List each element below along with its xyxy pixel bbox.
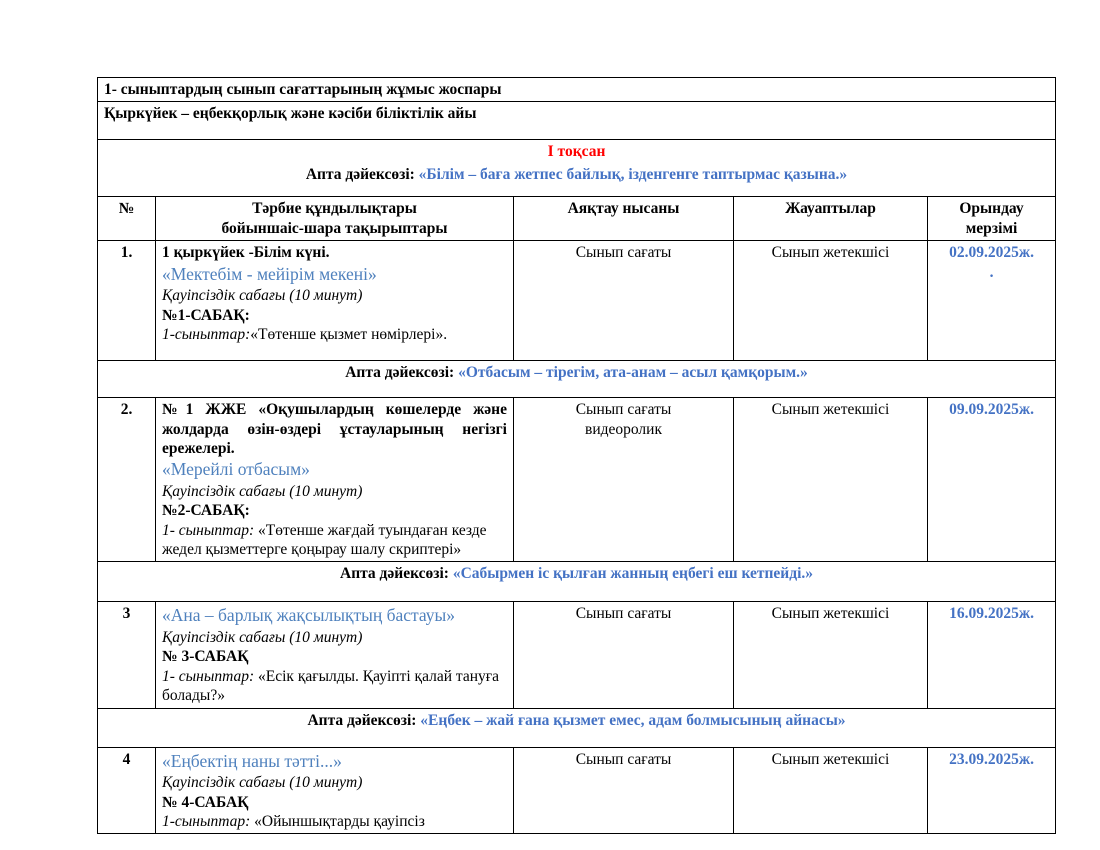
term-label: І тоқсан — [547, 143, 606, 161]
class-task: 1- сыныптар: «Төтенше жағдай туындаған кезде жедел қызметтерге қоңырау шалу скриптері» — [162, 521, 487, 558]
row-num-cell: 3 — [98, 602, 156, 708]
table-row — [98, 747, 1056, 834]
col-header-topic: Тәрбие құндылықтары бойыншаіс-шара тақырыптары — [156, 197, 514, 241]
quote-label: Апта дәйексөзі: — [340, 565, 449, 583]
quote-text: «Сабырмен іс қылған жанның еңбегі еш кетпейді.» — [452, 565, 814, 583]
document-page — [97, 77, 1055, 834]
date-cell: 23.09.2025ж. — [928, 747, 1056, 834]
quote-label: Апта дәйексөзі: — [307, 711, 417, 729]
week-quote-row — [98, 361, 1056, 398]
form-cell: Сынып сағаты — [514, 241, 734, 361]
lesson-number: № 3-САБАҚ — [162, 648, 249, 666]
table-row — [98, 241, 1056, 361]
table-header-row — [98, 197, 1056, 241]
col-header-responsible: Жауаптылар — [734, 197, 928, 241]
week-quote-2 — [98, 361, 1056, 398]
week-quote-4 — [98, 708, 1056, 747]
week-quote-3 — [98, 562, 1056, 602]
activity-title: «Еңбектің наны тәтті...» — [162, 750, 342, 771]
activity-intro: 1 қыркүйек -Білім күні. — [162, 244, 330, 262]
table-row — [98, 398, 1056, 562]
activity-cell — [156, 241, 514, 361]
safety-note: Қауіпсіздік сабағы (10 минут) — [162, 629, 363, 646]
week-quote-row — [98, 562, 1056, 602]
week-quote-row — [98, 708, 1056, 747]
lesson-number: № 4-САБАҚ — [162, 793, 249, 811]
responsible-cell: Сынып жетекшісі — [734, 398, 928, 562]
activity-intro: №1 ЖЖЕ «Оқушылардың көшелерде және жолдарда өзін-өздері ұстауларының негізгі ережелері. — [162, 401, 507, 457]
activity-cell — [156, 602, 514, 708]
row-num-cell: 4 — [98, 747, 156, 834]
activity-title: «Мерейлі отбасым» — [162, 459, 310, 480]
date-cell: 09.09.2025ж. — [928, 398, 1056, 562]
col-header-form: Аяқтау нысаны — [514, 197, 734, 241]
class-task: 1-сыныптар: «Ойыншықтарды қауіпсіз — [162, 812, 425, 830]
safety-note: Қауіпсіздік сабағы (10 минут) — [162, 287, 363, 305]
week-quote-1 — [104, 165, 1049, 184]
responsible-cell: Сынып жетекшісі — [734, 241, 928, 361]
quote-label: Апта дәйексөзі: — [305, 165, 415, 183]
col-header-deadline: Орындау мерзімі — [928, 197, 1056, 241]
safety-note: Қауіпсіздік сабағы (10 минут) — [162, 482, 363, 500]
work-plan-table — [97, 77, 1056, 834]
activity-cell — [156, 747, 514, 834]
form-cell: Сынып сағаты — [514, 602, 734, 708]
term-quote-row — [98, 140, 1056, 197]
responsible-cell: Сынып жетекшісі — [734, 602, 928, 708]
month-title: Қыркүйек – еңбекқорлық және кәсіби біліктілік айы — [98, 102, 1056, 140]
responsible-cell: Сынып жетекшісі — [734, 747, 928, 834]
form-cell: Сынып сағаты видеоролик — [514, 398, 734, 562]
class-task: 1-сыныптар:«Төтенше қызмет нөмірлері». — [162, 325, 448, 343]
col-header-num: № — [98, 197, 156, 241]
activity-cell — [156, 398, 514, 562]
quote-text: «Отбасым – тірегім, ата-анам – асыл қамқорым.» — [458, 364, 808, 382]
table-row — [98, 602, 1056, 708]
activity-title: «Ана – барлық жақсылықтың бастауы» — [162, 605, 456, 626]
row-num-cell: 2. — [98, 398, 156, 562]
lesson-number: №1-САБАҚ: — [162, 306, 250, 324]
month-title-row — [98, 102, 1056, 140]
form-cell: Сынып сағаты — [514, 747, 734, 834]
lesson-number: №2-САБАҚ: — [162, 502, 250, 520]
quote-text: «Білім – баға жетпес байлық, ізденгенге таптырмас қазына.» — [418, 165, 848, 183]
activity-title: «Мектебім - мейірім мекені» — [162, 263, 377, 284]
date-cell: 02.09.2025ж. . — [928, 241, 1056, 361]
quote-label: Апта дәйексөзі: — [345, 364, 455, 382]
row-num-cell: 1. — [98, 241, 156, 361]
safety-note: Қауіпсіздік сабағы (10 минут) — [162, 774, 363, 792]
class-task: 1- сыныптар: «Есік қағылды. Қауіпті қалай тануға болады?» — [162, 667, 500, 705]
quote-text: «Еңбек – жай ғана қызмет емес, адам болмысының айнасы» — [420, 711, 846, 729]
document-title: 1- сыныптардың сынып сағаттарының жұмыс жоспары — [98, 78, 1056, 102]
date-cell: 16.09.2025ж. — [928, 602, 1056, 708]
document-title-row — [98, 78, 1056, 102]
